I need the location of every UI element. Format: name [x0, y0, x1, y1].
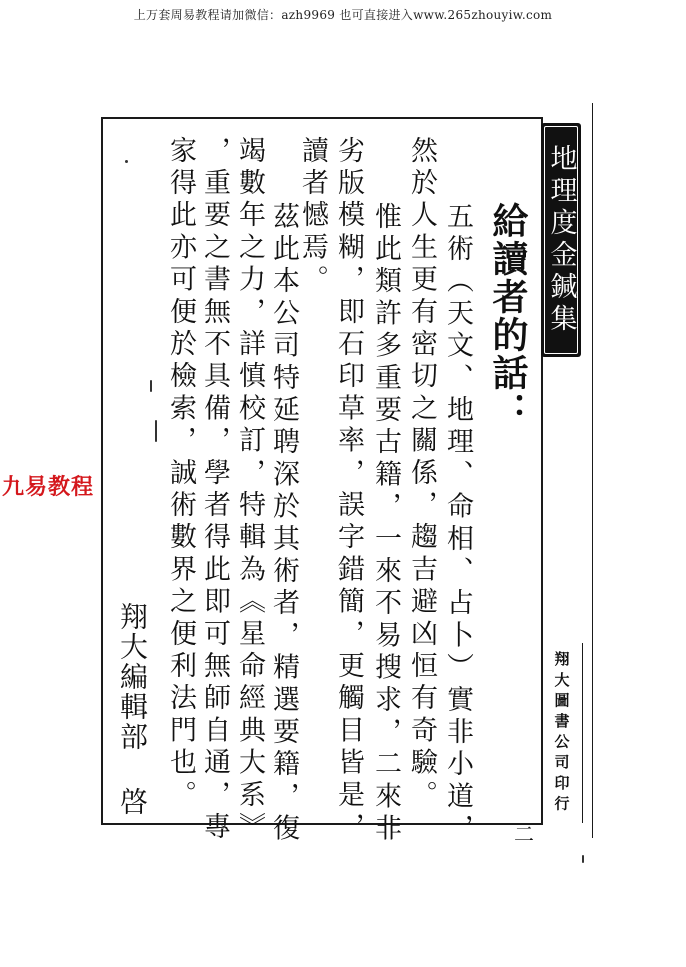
body-column: 茲此本公司特延聘深於其術者，精選要籍，復	[268, 202, 299, 846]
body-column: 然於人生更有密切之關係，趨吉避凶恒有奇驗。	[406, 136, 437, 813]
signature: 翔大編輯部 啓	[116, 602, 149, 817]
body-column: 惟此類許多重要古籍，一來不易搜求，二來非	[370, 202, 401, 846]
body-column: 劣版模糊，即石印草率，誤字錯簡，更觸目皆是，	[333, 136, 364, 845]
book-title: 地理度金鍼集	[545, 144, 577, 336]
frame-bottom-border	[101, 823, 543, 825]
body-column: 竭數年之力，詳慎校訂，特輯為《星命經典大系》	[234, 136, 265, 845]
watermark: 九易教程	[2, 475, 95, 500]
body-column: 五術（天文、地理、命相、占卜）實非小道，	[442, 202, 473, 846]
body-column: 家得此亦可便於檢索，誠術數界之便利法門也。	[165, 136, 196, 813]
publisher-box	[541, 643, 583, 823]
frame-top-border	[101, 117, 543, 119]
scan-speck	[155, 420, 157, 442]
frame-left-border	[101, 117, 103, 825]
body-column: 讀者憾焉。	[297, 136, 328, 297]
page-heading: 給讀者的話：	[487, 202, 528, 430]
page-number: 二	[514, 822, 534, 846]
body-column: ，重要之書無不具備，學者得此即可無師自通，專	[199, 136, 230, 845]
frame-outer-right-line	[592, 103, 593, 838]
book-title-inner-border	[544, 126, 578, 354]
book-title-box	[541, 123, 581, 357]
top-banner: 上万套周易教程请加微信：azh9969 也可直接进入www.265zhouyiw.com	[133, 8, 553, 22]
scan-speck	[150, 380, 152, 392]
publisher-name: 翔大圖書公司印行	[552, 651, 571, 816]
scan-speck	[582, 855, 584, 863]
scan-speck	[125, 160, 128, 163]
